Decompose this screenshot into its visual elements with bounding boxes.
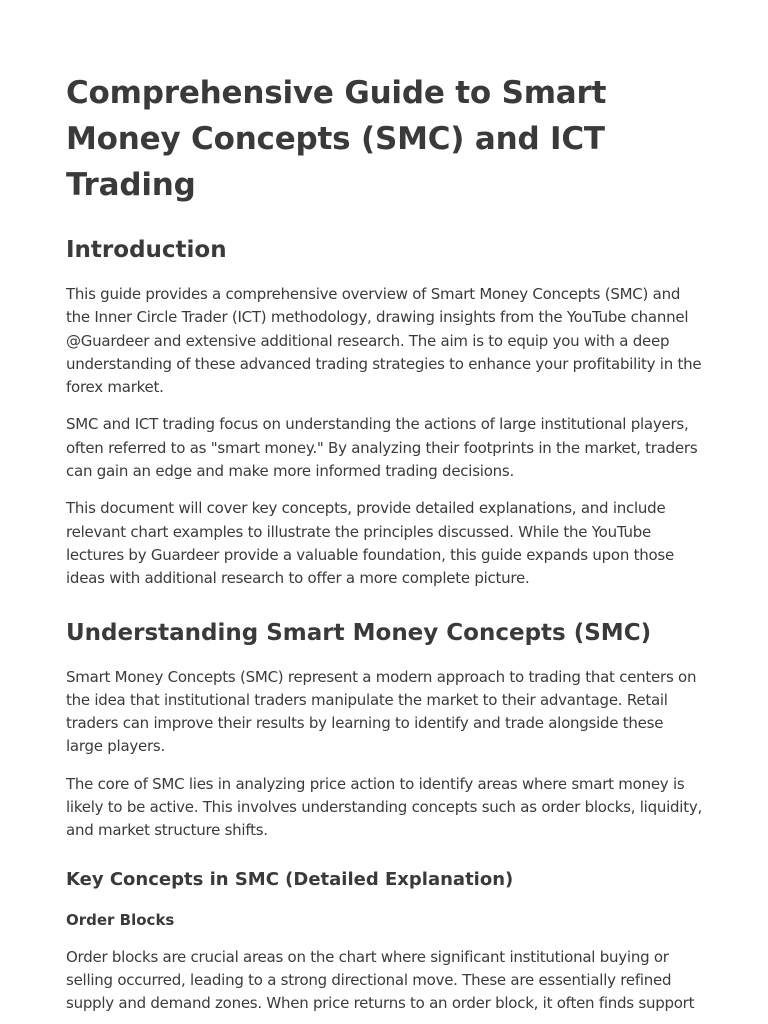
intro-paragraph-2: SMC and ICT trading focus on understanding the actions of large institutional players, often referred to as "smart money." By analyzing their footprints in the market, traders can gain an edge and make more informed trading decisions. bbox=[66, 415, 698, 481]
subsection-heading-key-concepts: Key Concepts in SMC (Detailed Explanation) bbox=[66, 868, 514, 890]
smc-paragraph-2: The core of SMC lies in analyzing price action to identify areas where smart money is likely to be active. This involves understanding concepts such as order blocks, liquidity, and market structure shifts. bbox=[66, 774, 702, 840]
smc-paragraph-1: Smart Money Concepts (SMC) represent a modern approach to trading that centers on the idea that institutional traders manipulate the market to their advantage. Retail traders can improve their results by learning to identify and trade alongside these large players. bbox=[66, 667, 697, 756]
intro-paragraph-1: This guide provides a comprehensive overview of Smart Money Concepts (SMC) and the Inner Circle Trader (ICT) methodology, drawing insights from the YouTube channel @Guardeer and extensive additional research. The aim is to equip you with a deep understanding of these advanced trading strategies to enhance your profitability in the forex market. bbox=[66, 285, 702, 397]
subsubsection-heading-order-blocks: Order Blocks bbox=[66, 910, 175, 929]
document-content bbox=[66, 70, 702, 1016]
section-heading-understanding-smc: Understanding Smart Money Concepts (SMC) bbox=[66, 619, 652, 646]
document-title: Comprehensive Guide to Smart Money Concepts (SMC) and ICT Trading bbox=[66, 75, 607, 203]
section-heading-introduction: Introduction bbox=[66, 237, 227, 263]
order-blocks-paragraph: Order blocks are crucial areas on the chart where significant institutional buying or selling occurred, leading to a strong directional move. These are essentially refined supply and demand zones. When price returns to an order block, it often finds support bbox=[66, 947, 695, 1013]
intro-paragraph-3: This document will cover key concepts, provide detailed explanations, and include relevant chart examples to illustrate the principles discussed. While the YouTube lectures by Guardeer provide a valuable foundation, this guide expands upon those ideas with additional research to offer a more complete picture. bbox=[66, 499, 674, 588]
